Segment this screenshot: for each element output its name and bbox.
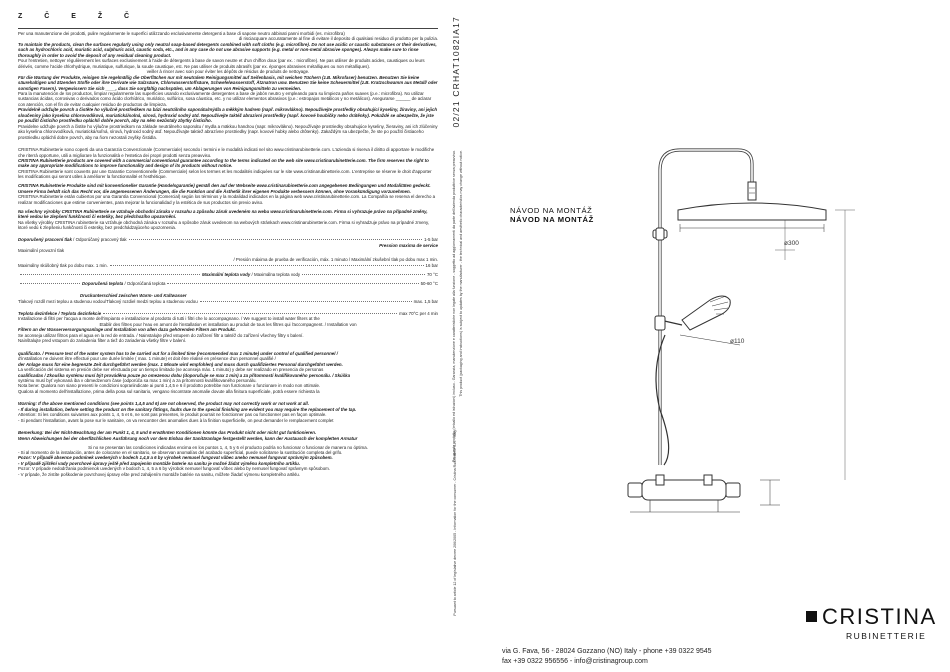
- qualified-line: Nota bene: Qualora non siano presenti le condizioni soprariindicate ai punti 1,4,5 e 6 il prodotto potrebbe non funzionare o funzionare in modo non ottimale.: [18, 383, 321, 389]
- install-line: Filtern an der Wasserversorgungsanlage und Installation von allen dazu gehörenden Filtern am Produkt.: [18, 327, 236, 333]
- spec-disinfection: Teplota dezinfekce / Teplota dezinfekcie max 70°C per 4 min: [18, 310, 438, 316]
- spec-rec-temp: Doporučená teplota / Odporúčaná teplota 50-60 °C: [18, 281, 438, 286]
- warning-line: Attention: Si les conditions suivantes aux points 1, 4, 5 et 6, ne sont pas présentes, le produit pourrait ne fonctionner pas ou fonctionner pas en façon optimale.: [18, 412, 327, 418]
- spec-test-pressure: Maximálny skúšobný tlak po dobu max. 1 min. 16 bar: [18, 262, 438, 268]
- qualified-line: systému musí byť vykonaná iba v obmedzenom čase (odporúča sa max 1 min) a za prítomnosti kvalifikovaného personálu.: [18, 377, 257, 383]
- logo-square-icon: [806, 611, 817, 622]
- warning-line: - Si pendant l'installation, avant la pose sur le sanitaire, on va rencontrer des anomalies dues à la finition superficielle, on peut demander le remplacement complet: [18, 417, 334, 423]
- spec-max-pressure: Maximální provozní tlak: [18, 248, 65, 254]
- text-blocks: [18, 31, 438, 230]
- final-line: Si no se presentan las condiciones indicadas encima en los puntos 1, 4, 5 y 6 el producto podría no funcionar o funcionar de manera no óptima.: [88, 444, 368, 450]
- qualified-line: La verificación del sistema en presión debe ser efectuada por un tiempo limitado (se aconseja máx. 1 minuto) y debe ser realizado en presencia de personas: [18, 367, 324, 373]
- logo-brand: CRISTINA: [822, 604, 937, 629]
- final-line: Pozor: V případě absence podmínek uvedených v bodech 1,4,5 a 6 by výrobek nemusel fungovat vůbec anebo nemusel fungovat správným způsobem.: [18, 455, 333, 461]
- warning-line: Warning: If the above mentioned conditions (see points 1,4,5 and 6) are not observed, the product may not correctly work or not work at all.: [18, 401, 309, 407]
- qualified-line: qualificato. / Pressure test of the water system has to be carried out for a limited time (recommended max 1 minute) under control of qualified personnel /: [18, 350, 338, 356]
- shower-column-drawing: [620, 120, 920, 560]
- spec-max-temp: Maximální teplota vody / Maximálna teplota vody 70 °C: [18, 272, 438, 277]
- text-paragraph: Pour l'entretien, nettoyer régulièrement les surfaces exclusivement à l'aide de détergents à base de savon neutre et d'un chiffon doux (par ex. : microfibre). Ne pas utiliser de produits acides, caustiques ou leurs dérivés, comme l'acide chlorhydrique, muriatique, sulfurique, la soude caustique, etc. Ne pas utiliser de produits abrasifs (par ex. éponges abrasives métalliques ou non métalliques).: [18, 58, 425, 69]
- text-paragraph: CRISTINA Rubinetterie sont couverts par une Garantie Conventionnelle (Commerciale) selon les termes et les modalités indiquées sur le site www.cristinarubinetterie.com. L'entreprise se réserve le droit d'apporter les modifications qui seront utiles à améliorer la fonctionnalité et l'esthétique.: [18, 168, 432, 180]
- text-paragraph: Pravidelně udržujte povrch a čistěte ho výlučně prostředkem na bázi neutrálního saponátu/mýdla a měkkým hadrem (např. mikrovlákno). Nepoužívejte prostředky obsahující kyseliny, žíraviny, ani jejich sloučeniny jako kyselina chlorovodíková, muriatická/solná, sírová, hydroxid sodný atd. Nepoužívejte taktéž abrazivní prostředky (např. kovové houbičky nebo drátěnky). Pokaždé se ubezpečte, že jste po použití čisticího prostředku opláchli dobře povrch, aby na něm nezůstaly zbytky čisticího.: [18, 107, 438, 124]
- final-line: Bemerkung: Bei der Nicht-Beachtung der am Punkt 1, 4, 5 und 6 erwähnten Konditionen könnte das Produkt nicht oder nicht gut funktionieren.: [18, 430, 317, 436]
- text-paragraph: CRISTINA Rubinetterie sono coperti da una Garanzia Convenzionale (Commerciale) secondo i termini e le modalità indicati nel sito www.cristinarubinetterie.com. L'azienda si riserva il diritto di apportare le modifiche che riterrà opportune, utili a migliorare la funzionalità e l'estetica dei propri prodotti senza preavviso.: [18, 147, 435, 158]
- hand-shower: [660, 296, 730, 330]
- install-line: Nainštalujte pred vstupom do zariadenia filter a tiež do zariadenia všetky filtre v balení.: [18, 338, 187, 344]
- qualified-line: d'installation ne doivent être effectué pour une durée limitée ( max. 1 minute) et doit être réalisé en présence d'un personnel qualifié /: [18, 356, 276, 362]
- text-paragraph: CRISTINA Rubinetterie products are covered with a commercial conventional guarantee according to the terms indicated on the web site www.cristinarubinetterie.com. The firm reserves the right to make any appropriate modifications to improve functionality and design of its products without notice.: [18, 157, 429, 169]
- text-paragraph: Para la manutención de los productos, limpiar regularmente las superficies usando exclusivamente detergentes a base de jabón neutro y empleando para su limpieza paños suaves (p.e.: microfibra). No utilizar sustancias ácidas, corrosivas o derivados como ácido clorhídrico, muriático, sulfúrico, sosa cáustica, etc. y no utilizar elementos abrasivos (p.e.: estropajos metálicos y no metálicos). Asegurarse ______ de aclarar con atención, con el fin de evitar cualquier residuo de productos de limpieza.: [18, 90, 432, 107]
- qualified-line: der Anlage muss für eine begrenzte Zeit durchgeführt werden (max. 1 Minute wird empfohlen) und muss durch qualifiziertes Personal durchgeführt werden.: [18, 361, 343, 367]
- install-lines: [18, 316, 438, 343]
- spec-pressure: Doporučený pracovní tlak / Odporúčaný pracovný tlak 1-5 bar: [18, 237, 438, 243]
- legal-note: Pursuant to article 12 of legislative decree 206/2005 - Information for the consumer - Cristina Rubinetterie S.r.l. - Italy: [453, 430, 457, 616]
- spec-diff-title: Druckunterschied zwischen Warm- und Kaltwasser: [80, 293, 187, 299]
- spec-diff-pressure: Tlakový rozdíl mezi teplou a studenou vodou/Tlakový rozdiel medzi teplou a studenou vodou max. 1,5 bar: [18, 298, 438, 304]
- qualified-line: Qualora al momento dell'installazione, prima della posa sul sanitario, vengano riscontrate anomalie dovute alla finitura superficiale, potrà essere richiesta la: [18, 388, 320, 394]
- hose: [656, 335, 669, 465]
- fine-print-1: Per questo prodotto (imballo ed istruzioni) incluso - Garanzia, manutenzione e caratteristiche non legate alla funzione - soggetto ad aggiornamenti da parte dell'azienda produttrice senza preavviso.: [452, 150, 456, 463]
- install-title-cz: NÁVOD NA MONTÁŽ: [510, 206, 593, 215]
- rain-shower-head: [678, 203, 826, 232]
- install-title: [510, 206, 594, 224]
- text-paragraph: Na všechny výrobky CRISTINA Rubinetterie se vztahuje obchodní záruka v rozsahu a způsobu záruk uvedeném na webu www.cristinarubinetterie.com. Firma si vyhrazuje právo na případné změny, které vedou ke zlepšení funkčnosti či estetiky, bez předchozího upozornění.: [18, 208, 428, 220]
- final-line: - Si al momento de la instalación, antes de colocarse en el sanitario, se observan anomalías del acabado superficial, puede solicitarse la sustitución completa del grifo.: [18, 450, 343, 455]
- logo-sub: RUBINETTERIE: [846, 631, 927, 641]
- text-paragraph: CRISTINA Rubinetterie están cubiertos por una Garantía Convencional (Comercial) según los términos y la modalidad indicados en la página web www.cristinarubinetterie.com. La Compañía se reserva el derecho a realizar modificaciones que estime convenientes, para mejorar la funcionalidad y la estética de sus productos sin previo aviso.: [18, 194, 436, 205]
- install-line: Etablir des filtres pour l'eau en amont de l'installation et installation au produit de tous les filtres qui l'accompagnent. / Installation von: [99, 321, 357, 327]
- final-line: Pozor: V prípade nedodržania podmienok uvedených v bodoch 1, 4, 5 a 6 by výrobok nemusel fungovať vôbec alebo by nemusel fungovať správnym spôsobom.: [18, 466, 331, 472]
- final-line: Wenn Abweichungen bei der oberflächlichen Ausführung noch vor dem Einbau der Sanitäranlage festgestellt werden, kann der Austausch der kompletten Armatur: [18, 435, 358, 441]
- document-code: 02/21 CRHAT1082IA17: [451, 16, 461, 128]
- warning-line: - If during installation, before setting the product on the sanitary fittings, faults due to the special finishing are evident you may require the replacement of the tap.: [18, 406, 357, 412]
- language-header: Z Č E Ž Č: [18, 13, 140, 20]
- text-paragraph: Per una manutenzione dei prodotti, pulire regolarmente le superfici utilizzando esclusivamente detergenti a base di sapone neutro abbinati panni morbidi (es. microfibra): [18, 31, 345, 36]
- qualified-lines: [18, 351, 438, 395]
- text-paragraph: Für die Wartung der Produkte, reinigen Sie regelmäßig die Oberflächen nur mit neutralem Reinigungsmittel auf Seifenbasis, mit weichen Tüchern (z.B. Mikrofaser) benutzen. Benutzen Sie keine säurehaltigen und ätzenden Stoffe oder ihre Derivate wie Salzsäure, Chlorwasserstoffsäure, Schwefelwasserstoff, Ätznatron usw. Benutzen Sie keine Scheuermittel (z.B. Kratzschwamm aus Metall/ oder sonstigen Fasern). Vergewissern Sie sich ____, dass Sie sorgfältig nachspülen, um Ablagerungen von Reinigungsmitteln zu vermeiden.: [18, 74, 438, 91]
- text-paragraph: Na všetky výrobky CRISTINA rubinetterie sa vzťahuje obchodná záruka v rozsahu a spôsobe záruk uvedenom na webových stránkach www.cristinarubinetterie.com. Firma si vyhradzuje právo na prípadné zmeny, ktoré vedú k zlepšeniu funkčnosti či estetiky, bez predchádzajúceho upozornenia.: [18, 219, 430, 230]
- fine-print-2: This product (packaging and instructions) is subject to updates by the manufacturer - the technical and aesthetic characteristics may change without notice.: [459, 150, 463, 397]
- wall-bracket-top: [653, 228, 667, 240]
- final-line: - V prípade, že zistíte poškodenie povrchovej úpravy ešte pred zahájením montáže batérie na sanitu, môžete žiadať výmenu kompletného artiklu.: [18, 471, 301, 477]
- qualified-line: cualificadas / Zkouška systému musí být prováděna pouze po omezenou dobu (doporučuje se max 1 min) a za přítomnosti kvalifikovaného personálu. / Skúška: [18, 372, 351, 378]
- text-paragraph: To maintain the products, clean the surfaces regularly using only neutral soap-based detergents combined with soft cloths (e.g. microfibre). Do not use acidic or caustic substances or their derivatives, such as hydrochloric acid, muriatic acid, sulphuric acid, caustic soda, etc., and in any case do not use abrasive supports (e.g. metal or non-metal abrasive sponges). Always make sure to rinse thoroughly in order to avoid the deposit of any residual cleaning product.: [18, 41, 437, 58]
- company-address: via G. Fava, 56 - 28024 Gozzano (NO) Italy - phone +39 0322 9545 fax +39 0322 956556 - info@cristinagroup.com: [502, 648, 712, 665]
- dim-lines: [775, 210, 855, 480]
- final-lines: [18, 430, 438, 477]
- warning-lines: [18, 401, 438, 423]
- text-paragraph: di risciacquare accuratamente al fine di evitare il deposito di qualsiasi residuo di prodotto per la pulizia.: [238, 36, 438, 42]
- text-paragraph: [18, 140, 438, 147]
- thermostatic-mixer: [628, 475, 780, 512]
- text-paragraph: veiller à rincer avec soin pour éviter les dépôts de résidus de produits de nettoyage.: [146, 69, 310, 75]
- dim-hand-label: ø110: [730, 338, 745, 345]
- left-column: [18, 14, 438, 477]
- text-paragraph: CRISTINA Rubinetterie Produkte sind mit konventioneller Garantie (Handelsgarantie) gemäß den auf der Webseite www.cristinarubinetterie.com angegebenen Bedingungen und Modalitäten gedeckt. Unsere Firma behält sich das Recht vor, die angemessenen Änderungen, die die Funktion und die Ästhetik ihrer eigenen Produkte verbessern können, ohne Vorankündigung vorzunehmen.: [18, 183, 431, 194]
- install-line: Installazione di filtri per l'acqua a monte dell'impianto e installazione al prodotto di tutti i filtri che lo accompagnano. / We suggest to install water filters at the: [18, 316, 320, 322]
- spec-pressure-sub: Pression maxima de service: [379, 242, 438, 248]
- spec-test-note: / Presión máxima de prueba de verificación, máx. 1 minuto / Maximální zkušební tlak po dobu max 1 min.: [233, 257, 438, 263]
- final-line: - V případě zjištění vady povrchové úpravy ještě před zapojením montáže baterie na sanitu je možné žádat výměnu kompletního artiklu.: [18, 460, 301, 466]
- install-line: Se aconseja utilizar filtros para el agua en la red de entrada. / Nainstalujte před vstupem do zařízení filtr a taktéž do zařízení všechny filtry s balení.: [18, 332, 304, 338]
- header-rule: [18, 28, 438, 29]
- install-title-sk: NÁVOD NA MONTÁŽ: [510, 215, 594, 224]
- text-paragraph: Pravidelne udržujte povrch a čistite ho výlučne prostriedkom na základe neutrálneho saponátu / mydla a mäkkou handrou (napr. mikrovlákno). Nepoužívajte prostriedky obsahujúce kyseliny, žieraviny, ani ich zlúčeniny ako kyselina chlorovodíková, muriatická/soľná, sírová, hydroxid sodný atď. Nepoužívajte taktiež abrazívne prostriedky (napr. kovové hubky alebo drôtenky). Zakaždým sa ubezpečte, že ste po použití čistiaceho prostriedku opláchli dobre povrch, aby na ňom nezostali zvyšky čistidla.: [18, 123, 438, 140]
- dim-head-label: ø300: [784, 240, 799, 247]
- slider: [655, 316, 665, 330]
